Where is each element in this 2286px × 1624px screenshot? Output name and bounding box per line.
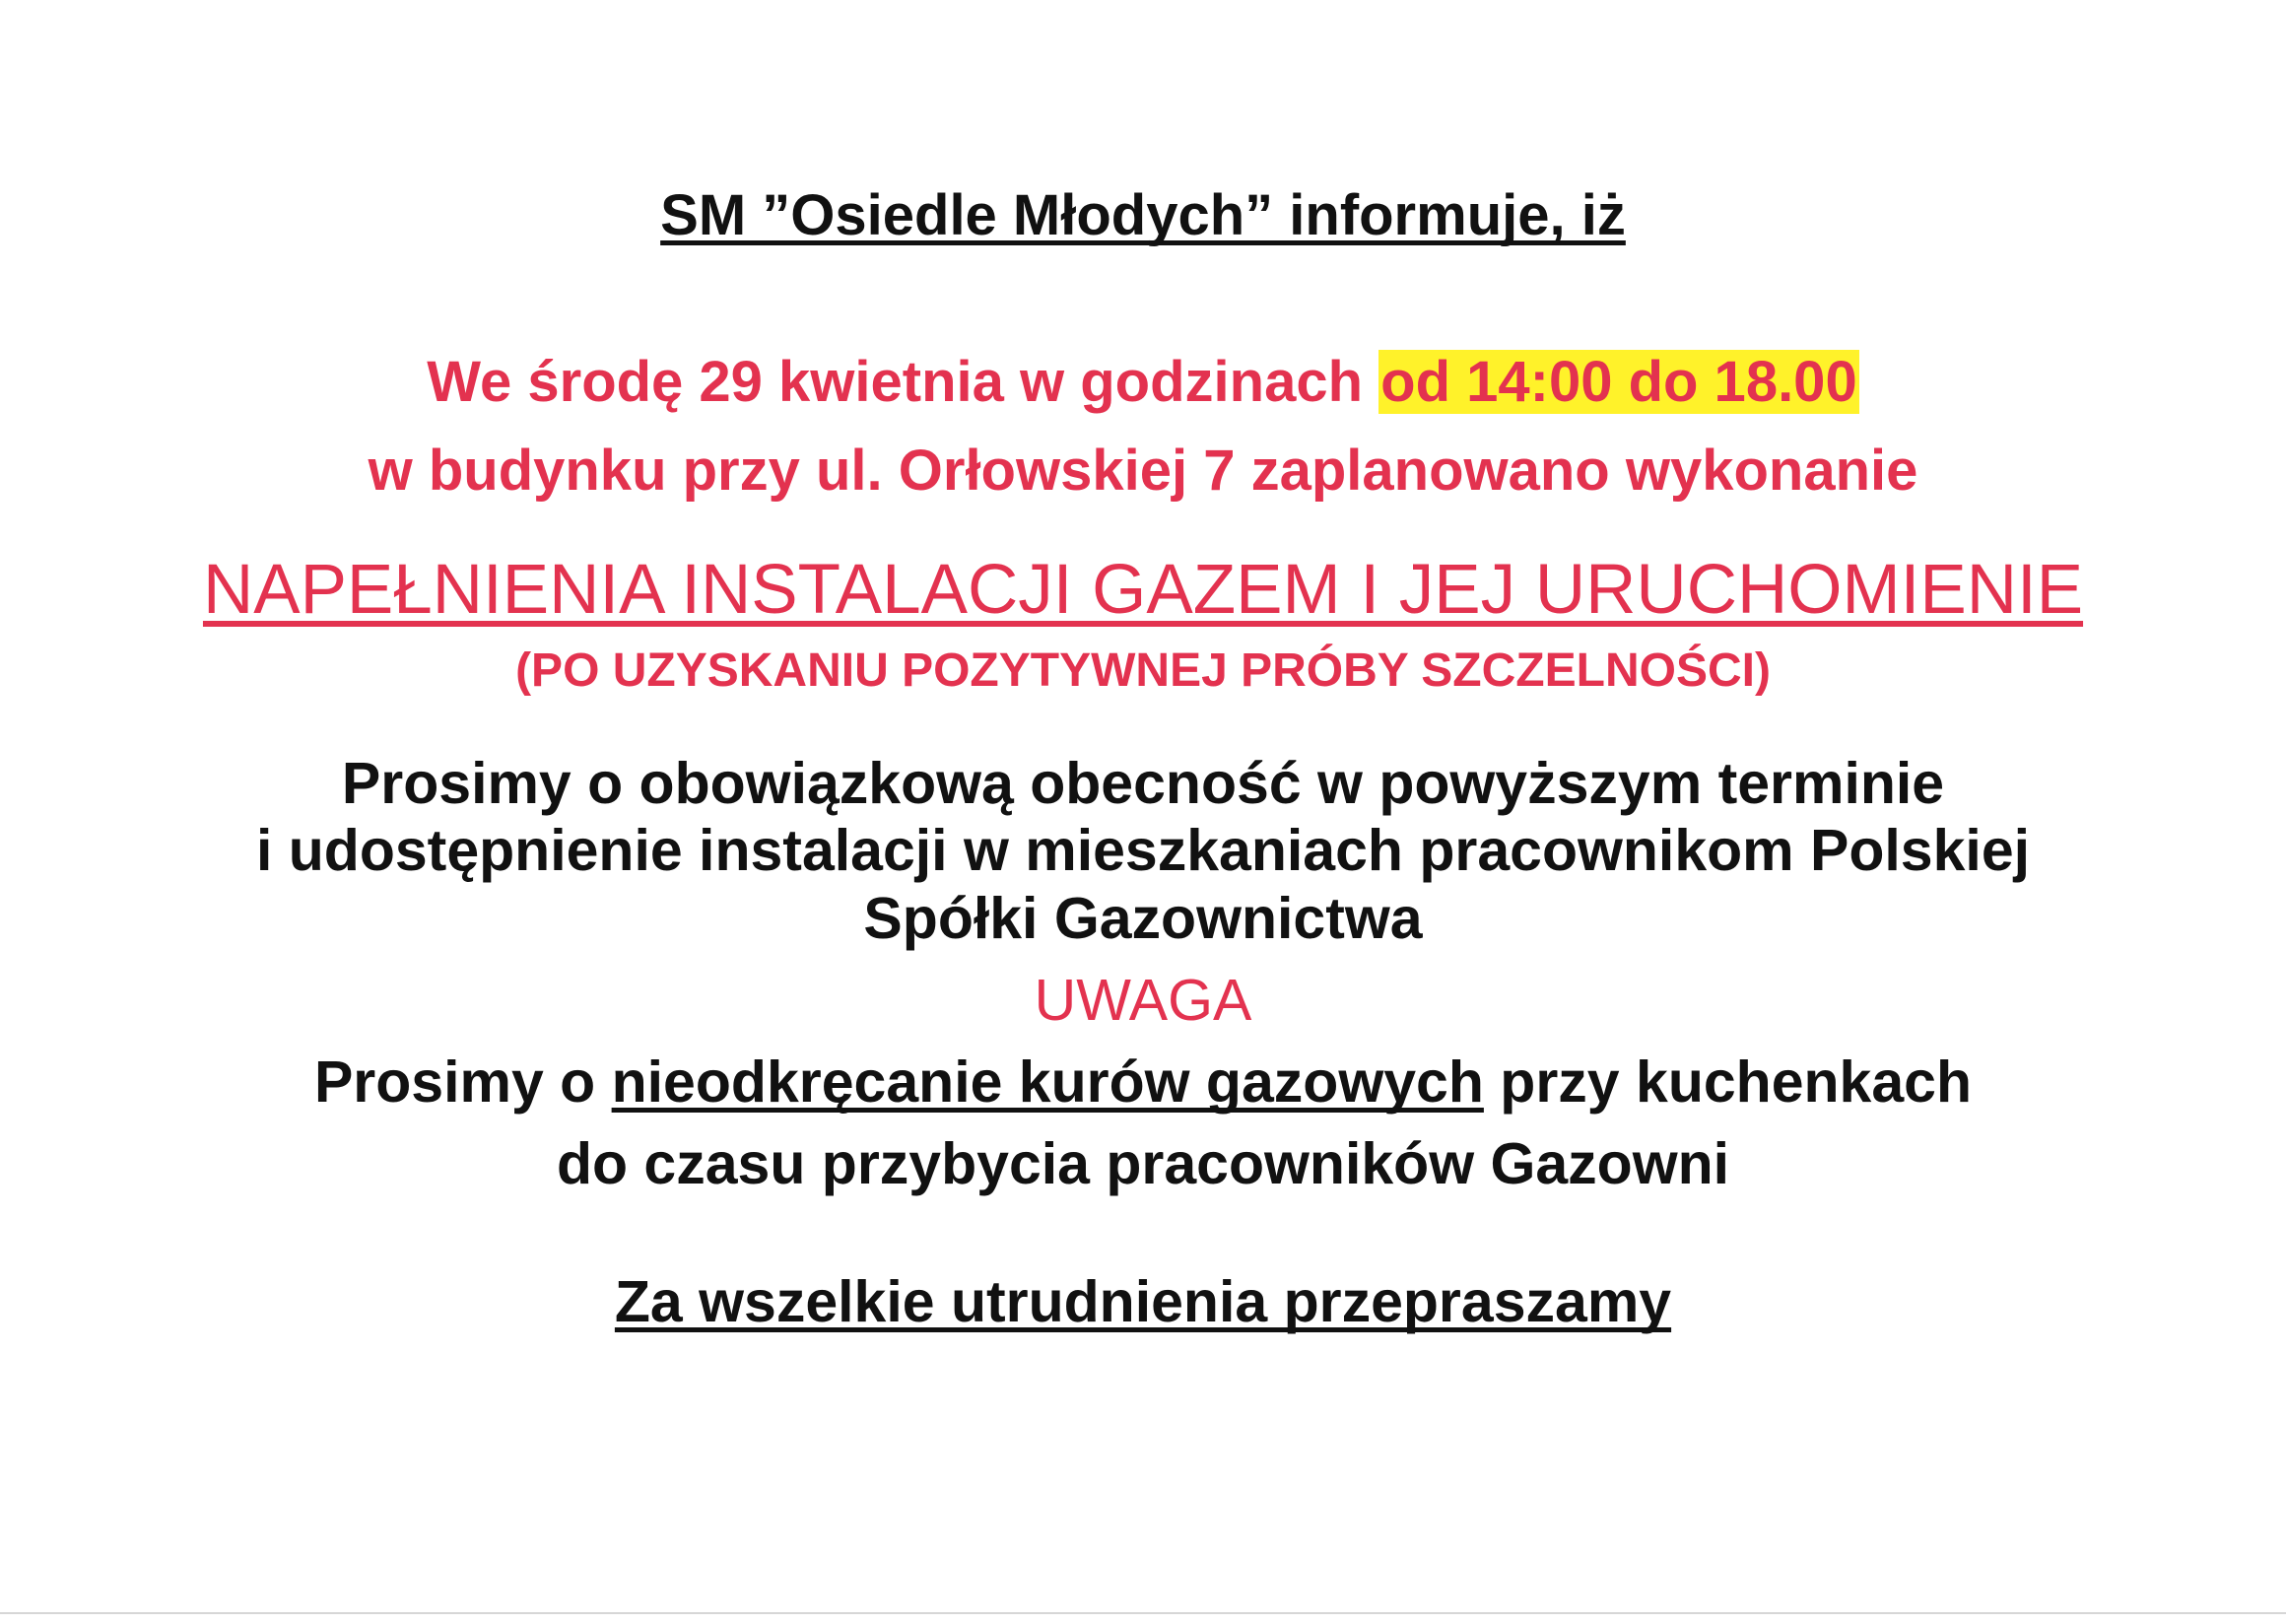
warning-underlined: nieodkręcanie kurów gazowych bbox=[611, 1049, 1484, 1115]
warning-before: Prosimy o bbox=[313, 1049, 596, 1115]
warning-label: UWAGA bbox=[1034, 968, 1252, 1033]
date-line bbox=[0, 348, 2286, 417]
request-line-3: Spółki Gazownictwa bbox=[863, 886, 1423, 951]
notice-heading-text: SM ”Osiedle Młodych” informuje, iż bbox=[660, 183, 1626, 247]
condition-note: (PO UZYSKANIU POZYTYWNEJ PRÓBY SZCZELNOŚCI) bbox=[515, 644, 1771, 697]
date-text: We środę 29 kwietnia w godzinach bbox=[427, 350, 1364, 414]
closing-line bbox=[0, 1267, 2286, 1336]
location-line: w budynku przy ul. Orłowskiej 7 zaplanowano wykonanie bbox=[368, 439, 1918, 503]
highlighted-hours: od 14:00 do 18.00 bbox=[1380, 350, 1857, 414]
warning-after: przy kuchenkach bbox=[1500, 1049, 1973, 1115]
scan-edge-line bbox=[0, 1612, 2286, 1614]
warning-line-2: do czasu przybycia pracowników Gazowni bbox=[556, 1131, 1730, 1196]
warning-line-1 bbox=[0, 1048, 2286, 1116]
notice-heading bbox=[0, 181, 2286, 250]
request-line-1: Prosimy o obowiązkową obecność w powyższym terminie bbox=[341, 751, 1945, 816]
main-title-text: NAPEŁNIENIA INSTALACJI GAZEM I JEJ URUCHOMIENIE bbox=[202, 551, 2084, 629]
main-title bbox=[0, 549, 2286, 632]
request-line-2: i udostępnienie instalacji w mieszkaniach pracownikom Polskiej bbox=[255, 818, 2031, 883]
closing-text: Za wszelkie utrudnienia przepraszamy bbox=[614, 1269, 1672, 1334]
